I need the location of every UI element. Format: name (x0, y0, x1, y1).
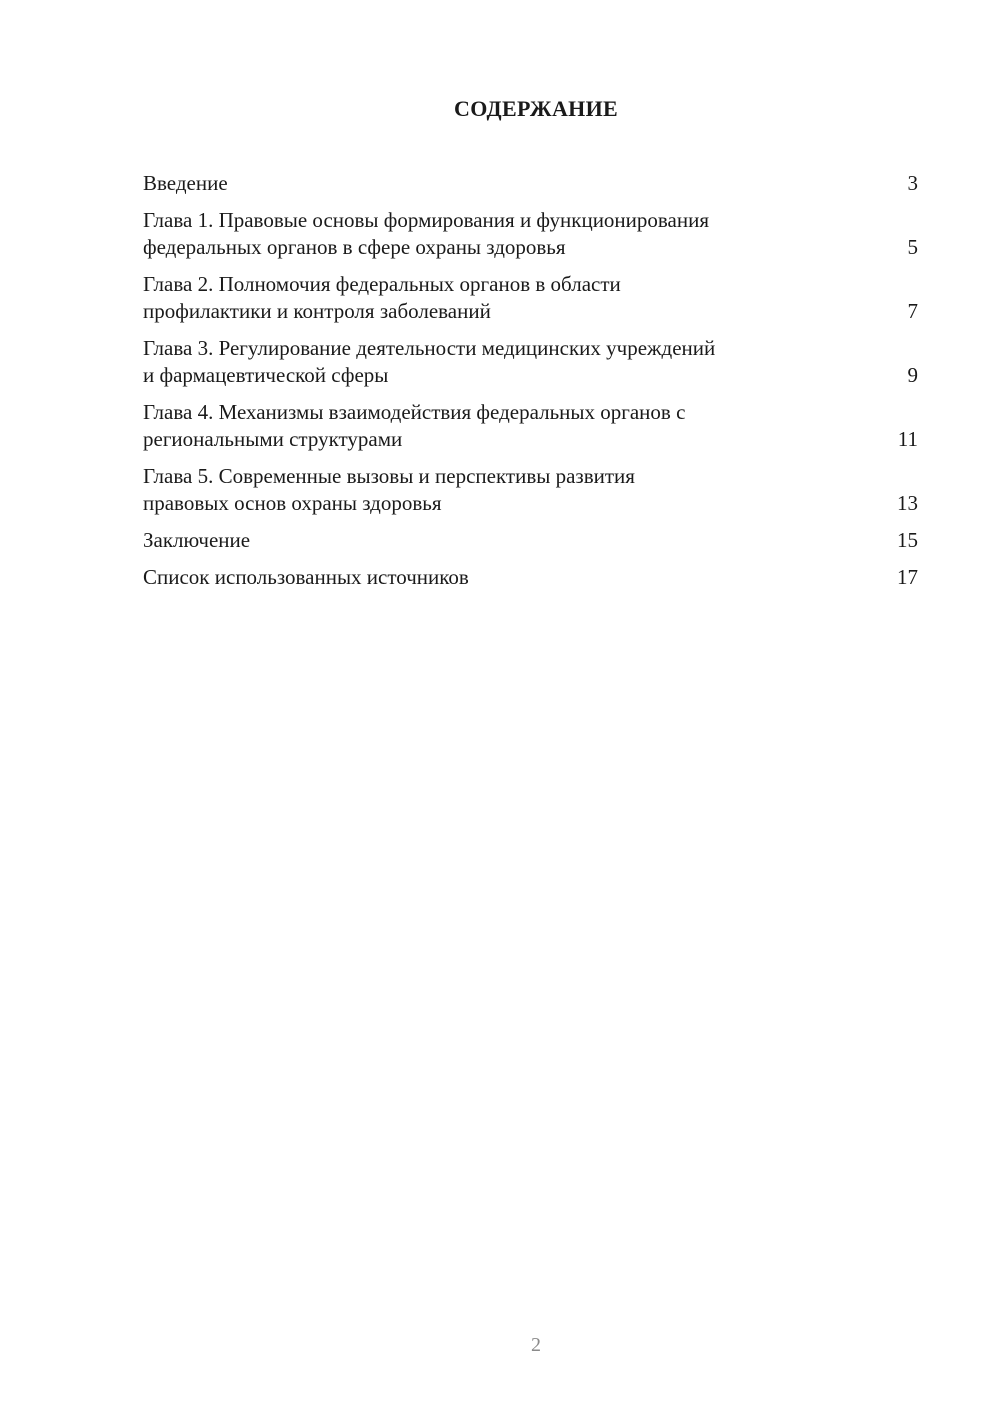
toc-entry-page-number: 5 (907, 235, 918, 259)
toc-entry-chapter-4 (143, 399, 918, 453)
toc-entry-page-number: 3 (907, 171, 918, 195)
toc-entry-line: Список использованных источников (143, 565, 469, 589)
toc-entry-text (143, 271, 888, 325)
toc-entry-line: Глава 3. Регулирование деятельности медицинских учреждений (143, 336, 716, 360)
toc-entry-line: профилактики и контроля заболеваний (143, 299, 491, 323)
toc-entry-conclusion (143, 527, 918, 554)
toc-entry-line: Глава 1. Правовые основы формирования и функционирования (143, 208, 710, 232)
toc-entry-line: региональными структурами (143, 427, 403, 451)
page-number: 2 (531, 1334, 541, 1356)
toc-entry-text (143, 399, 888, 453)
toc-entry-introduction (143, 170, 918, 197)
toc-entry-chapter-2 (143, 271, 918, 325)
toc-entry-line: федеральных органов в сфере охраны здоровья (143, 235, 566, 259)
toc-entry-text (143, 527, 888, 554)
toc-entry-page-number: 11 (897, 427, 918, 451)
toc-entry-page-number: 13 (897, 491, 918, 515)
toc-entry-chapter-5 (143, 463, 918, 517)
toc-entry-page-number: 15 (897, 528, 918, 552)
toc-entry-chapter-1 (143, 207, 918, 261)
toc-entry-page-number: 9 (907, 363, 918, 387)
toc-entry-text (143, 335, 888, 389)
toc-entry-text (143, 170, 888, 197)
toc-entry-page-number: 7 (907, 299, 918, 323)
toc-entry-line: Глава 4. Механизмы взаимодействия федеральных органов с (143, 400, 686, 424)
toc-entry-page-number: 17 (897, 565, 918, 589)
toc-entry-text (143, 463, 888, 517)
toc-entry-text (143, 207, 888, 261)
toc-entry-text (143, 564, 888, 591)
toc-entry-line: Глава 5. Современные вызовы и перспективы развития (143, 464, 635, 488)
toc-entry-references (143, 564, 918, 591)
toc-entry-line: Введение (143, 171, 228, 195)
toc-entry-line: правовых основ охраны здоровья (143, 491, 442, 515)
toc-entry-line: Заключение (143, 528, 251, 552)
table-of-contents (143, 170, 918, 601)
toc-entry-chapter-3 (143, 335, 918, 389)
toc-entry-line: Глава 2. Полномочия федеральных органов в области (143, 272, 621, 296)
toc-entry-line: и фармацевтической сферы (143, 363, 389, 387)
page-title: СОДЕРЖАНИЕ (454, 96, 618, 121)
